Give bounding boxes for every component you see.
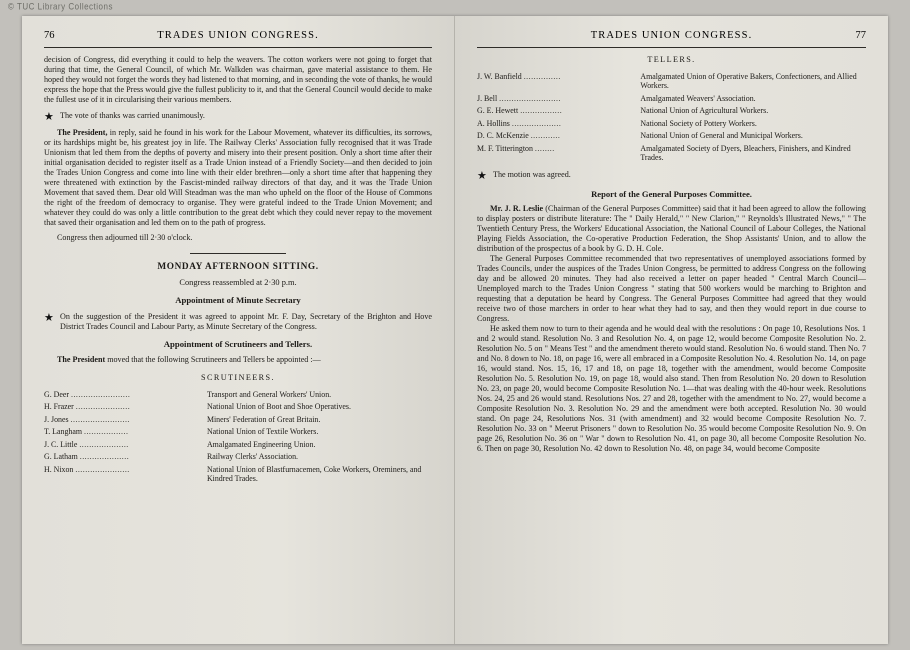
folio-number-right: 77 (855, 30, 866, 41)
leader-dots: ................. (520, 106, 563, 116)
scrutineer-org: Amalgamated Engineering Union. (206, 439, 316, 449)
scrutineer-org: National Union of Boot and Shoe Operatives. (206, 402, 351, 412)
star-icon: ★ (44, 312, 54, 325)
table-row (44, 438, 432, 450)
scrutineers-intro-paragraph (44, 355, 432, 365)
agenda-resolutions-paragraph: He asked them now to turn to their agenda and he would deal with the resolutions : On page 10, Resolutions Nos. 1 and 2 would stand. Resolution No. 3 and Resolution No. 4, on page 12, would become Composite Resolution No. 2. Resolution No. 5 on " Means Test " and the amendment thereto would stand. Resolution No. 6 would stand. Then No. 7 and No. 8 down to No. 18, on page 16, were all embraced in a Composite Resolution No. 4. Resolution No. 14, on page 16, would stand. Nos. 15, 16, 17 and 18, on page 18, together with the amendment, would become Composite Resolution No. 5. Resolution No. 19, on page 18, would also stand. Then from Resolution No. 20 down to Resolution No. 23, on page 20, would become Composite Resolution No. 1—that was dealing with the 40-hour week. Resolutions Nos. 24, 25 and 26 would stand. Resolutions Nos. 27 and 28, together with the amendment to No. 27, would become a Composite Resolution No. 3. Resolution No. 29 and the amendment were both accepted. Resolution No. 30 would stand. On page 24, Resolutions Nos. 31 (with amendment) and 32 would become Composite Resolution No. 7. Resolution No. 33 on " Meerut Prisoners " down to Resolution No. 35 would become Composite Resolution No. 9. On page 26, Resolution No. 36 on " War " down to Resolution No. 41, on page 30, all become Composite Resolution No. 6. Then on page 30, Resolution No. 42 down to Resolution No. 48, on page 34, would become Composite (477, 324, 866, 454)
reassembled-line: Congress reassembled at 2·30 p.m. (179, 278, 297, 288)
table-row (477, 105, 866, 117)
page-header-right (477, 30, 866, 44)
report-heading: Report of the General Purposes Committee. (591, 189, 752, 200)
table-row (477, 117, 866, 129)
paragraph-continued: decision of Congress, did everything it could to help the weavers. The cotton workers were not going to forget that during that time, the General Council, of which Mr. Walkden was chairman, gave material assistance to them. He hoped they would not forget the words they had listened to that morning, and in seconding the vote of thanks, he would express the hope that the Press would give the fullest publicity to it, and that the General Council would decide to make the fullest use of it in circularising their various members. (44, 55, 432, 105)
teller-name: M. F. Titterington (477, 143, 533, 153)
table-row (44, 413, 432, 425)
table-row (44, 388, 432, 400)
header-rule-right (477, 47, 866, 48)
page-left (22, 16, 455, 644)
leader-dots: .................... (79, 439, 129, 449)
star-icon: ★ (44, 111, 54, 124)
teller-name: G. E. Hewett (477, 106, 519, 116)
minute-secretary-heading: Appointment of Minute Secretary (175, 295, 301, 306)
scrutineer-name: H. Frazer (44, 402, 74, 412)
folio-number-left: 76 (44, 30, 55, 41)
motion-agreed-text: The motion was agreed. (493, 170, 571, 180)
running-head-left: TRADES UNION CONGRESS. (157, 30, 319, 41)
teller-name: A. Hollins (477, 118, 510, 128)
leslie-paragraph (477, 204, 866, 254)
table-row (44, 426, 432, 438)
teller-org: National Union of Agricultural Workers. (640, 106, 769, 116)
scrutineers-heading: Appointment of Scrutineers and Tellers. (163, 339, 313, 350)
scrutineer-name: J. Jones (44, 414, 69, 424)
header-rule-left (44, 47, 432, 48)
table-row (44, 401, 432, 413)
session-heading: MONDAY AFTERNOON SITTING. (157, 261, 319, 272)
scrutineer-org: National Union of Textile Workers. (206, 427, 319, 437)
leader-dots: ........ (534, 143, 555, 153)
table-row (477, 142, 866, 164)
table-row (477, 130, 866, 142)
gpc-recommendation-paragraph: The General Purposes Committee recommended that two representatives of unemployed associations formed by Trades Councils, under the auspices of the Trades Union Congress, be permitted to address Congress on the following day and be allowed 20 minutes. They had also received a letter on paper headed " Central March Council—Unemployed march to the Trades Union Congress " stating that 500 workers would be marching to Brighton and requesting that a deputation be heard by Congress. The General Purposes Committee had agreed that they would receive two of those marchers in order to hear what they had to say, and then they would report in due course to Congress. (477, 253, 866, 324)
leslie-paragraph-text: (Chairman of the General Purposes Committee) said that it had been agreed to allow the following to display posters or distribute literature: The " Daily Herald," " New Clarion," " Reynolds's Illustrated News," " The Twentieth Century Press, the Workers' Educational Association, the National Council of Labour Colleges, the National Playing Fields Association, the Co-operative Production Federation, the Shop Assistants' Union, and to allow the distribution of the prospectus of a book by G. D. H. Cole. (477, 203, 866, 253)
watermark-credit: © TUC Library Collections (8, 1, 113, 12)
book-spread (22, 16, 888, 644)
vote-of-thanks-item (44, 111, 432, 123)
table-row (477, 92, 866, 104)
president-lead-in: The President, (57, 128, 108, 138)
vote-of-thanks-text: The vote of thanks was carried unanimously. (60, 111, 205, 121)
speaker-lead-in: Mr. J. R. Leslie (490, 203, 544, 213)
page-right (455, 16, 888, 644)
leader-dots: ...................... (75, 402, 131, 412)
scrutineer-name: H. Nixon (44, 464, 74, 474)
motion-agreed-item (477, 170, 866, 182)
scrutineers-table (44, 388, 432, 485)
table-row (44, 451, 432, 463)
teller-name: D. C. McKenzie (477, 131, 529, 141)
leader-dots: .................. (83, 427, 129, 437)
scrutineer-org: Miners' Federation of Great Britain. (206, 414, 321, 424)
section-divider-rule (190, 253, 286, 254)
tellers-table (477, 70, 866, 164)
leader-dots: ............ (530, 131, 561, 141)
adjournment-line: Congress then adjourned till 2·30 o'clock. (57, 233, 193, 243)
leader-dots: .................... (79, 452, 130, 462)
teller-org: Amalgamated Weavers' Association. (640, 93, 756, 103)
page-header-left (44, 30, 432, 44)
scrutineer-org: National Union of Blastfurnacemen, Coke Workers, Oreminers, and Kindred Trades. (206, 464, 422, 484)
leader-dots: ........................ (70, 414, 130, 424)
leader-dots: ........................ (70, 389, 131, 399)
teller-org: National Society of Pottery Workers. (640, 118, 757, 128)
leader-dots: ............... (523, 71, 561, 81)
table-row (477, 70, 866, 92)
scrutineers-label: SCRUTINEERS. (201, 373, 275, 383)
column-right (477, 55, 866, 454)
scrutineer-org: Transport and General Workers' Union. (206, 389, 332, 399)
star-icon: ★ (477, 170, 487, 183)
scrutineer-name: T. Langham (44, 427, 82, 437)
minute-secretary-text: On the suggestion of the President it was agreed to appoint Mr. F. Day, Secretary of the Brighton and Hove District Trades Council and Labour Party, as Minute Secretary of the Congress. (60, 312, 432, 332)
leader-dots: ...................... (75, 464, 130, 474)
teller-org: National Union of General and Municipal Workers. (640, 131, 803, 141)
scrutineers-intro-text: moved that the following Scrutineers and Tellers be appointed :— (105, 355, 321, 365)
teller-org: Amalgamated Union of Operative Bakers, Confectioners, and Allied Workers. (640, 71, 857, 91)
scrutineer-org: Railway Clerks' Association. (206, 452, 299, 462)
scrutineer-name: J. C. Little (44, 439, 78, 449)
president-reply-text: in reply, said he found in his work for the Labour Movement, whatever its difficulties, its sorrows, or its hardships might be, his greatest joy in life. The Railway Clerks' Association fully recognised that it was Trade Unionism that led them from the depths of poverty and misery into their present position. Only a short time after their initial organisation decided to register itself as a Trade Union instead of a Friendly Society—and then decided to join the Trades Union Congress and come into line with their elder brethren—only a short time after that happening they were threatened with extinction by the Fascist-minded railway directors of that day, and it was the Trade Union Movement that saved them. Dear old Will Steadman was the man who upheld on the floor of the House of Commons the right of the freedom of democracy to organise. They were grateful indeed to the Trade Union Movement; and whatever they could do was only a little contribution to the great debt which they could never repay to the movement that saved their organisation and led them on to the path of progress. (44, 128, 433, 228)
teller-name: J. W. Banfield (477, 71, 522, 81)
running-head-right: TRADES UNION CONGRESS. (590, 30, 753, 41)
table-row (44, 463, 432, 485)
tellers-label: TELLERS. (647, 55, 696, 64)
teller-name: J. Bell (477, 93, 498, 103)
leader-dots: ......................... (499, 93, 561, 103)
scrutineer-name: G. Latham (44, 452, 78, 462)
column-left (44, 55, 432, 485)
teller-org: Amalgamated Society of Dyers, Bleachers, Finishers, and Kindred Trades. (640, 143, 851, 163)
president-lead-in-2: The President (57, 355, 106, 365)
leader-dots: .................... (511, 118, 562, 128)
scrutineer-name: G. Deer (44, 389, 69, 399)
minute-secretary-item (44, 312, 432, 332)
president-reply-paragraph (44, 128, 432, 228)
